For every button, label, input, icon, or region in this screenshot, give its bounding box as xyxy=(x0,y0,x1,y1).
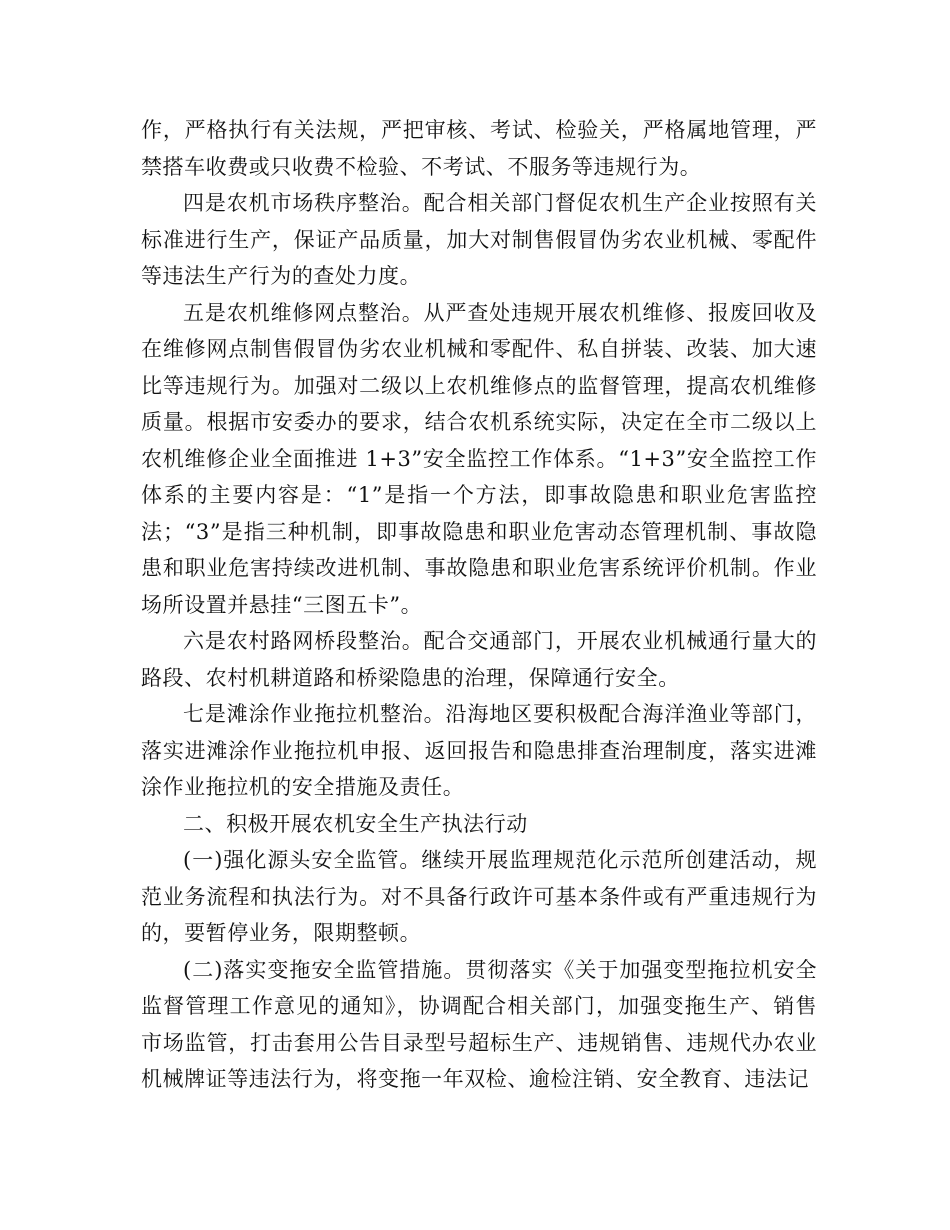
paragraph-item-5-repair: 五是农机维修网点整治。从严查处违规开展农机维修、报废回收及在维修网点制售假冒伪劣农业机械和零配件、私自拼装、改装、加大速比等违规行为。加强对二级以上农机维修点的监督管理，提高农机维修质量。根据市安委办的要求，结合农机系统实际，决定在全市二级以上农机维修企业全面推进 1+3”安全监控工作体系。“1+3”安全监控工作体系的主要内容是：“1”是指一个方法，即事故隐患和职业危害监控法；“3”是指三种机制，即事故隐患和职业危害动态管理机制、事故隐患和职业危害持续改进机制、事故隐患和职业危害系统评价机制。作业场所设置并悬挂“三图五卡”。 xyxy=(141,300,817,617)
section-heading-2: 二、积极开展农机安全生产执法行动 xyxy=(183,811,528,836)
paragraph-item-7-tidal-flats: 七是滩涂作业拖拉机整治。沿海地区要积极配合海洋渔业等部门，落实进滩涂作业拖拉机申报、返回报告和隐患排查治理制度，落实进滩涂作业拖拉机的安全措施及责任。 xyxy=(141,702,817,799)
paragraph-continuation: 作，严格执行有关法规，严把审核、考试、检验关，严格属地管理，严禁搭车收费或只收费不检验、不考试、不服务等违规行为。 xyxy=(141,118,817,179)
paragraph-subsection-1: (一)强化源头安全监管。继续开展监理规范化示范所创建活动，规范业务流程和执法行为。对不具备行政许可基本条件或有严重违规行为的，要暂停业务，限期整顿。 xyxy=(141,848,817,945)
paragraph-item-4-market: 四是农机市场秩序整治。配合相关部门督促农机生产企业按照有关标准进行生产，保证产品质量，加大对制售假冒伪劣农业机械、零配件等违法生产行为的查处力度。 xyxy=(141,191,817,288)
paragraph-subsection-2: (二)落实变拖安全监管措施。贯彻落实《关于加强变型拖拉机安全监督管理工作意见的通知》，协调配合相关部门，加强变拖生产、销售市场监管，打击套用公告目录型号超标生产、违规销售、违规代办农业机械牌证等违法行为，将变拖一年双检、逾检注销、安全教育、违法记 xyxy=(141,957,817,1091)
paragraph-item-6-roads: 六是农村路网桥段整治。配合交通部门，开展农业机械通行量大的路段、农村机耕道路和桥梁隐患的治理，保障通行安全。 xyxy=(141,629,817,690)
document-body xyxy=(141,112,817,1098)
